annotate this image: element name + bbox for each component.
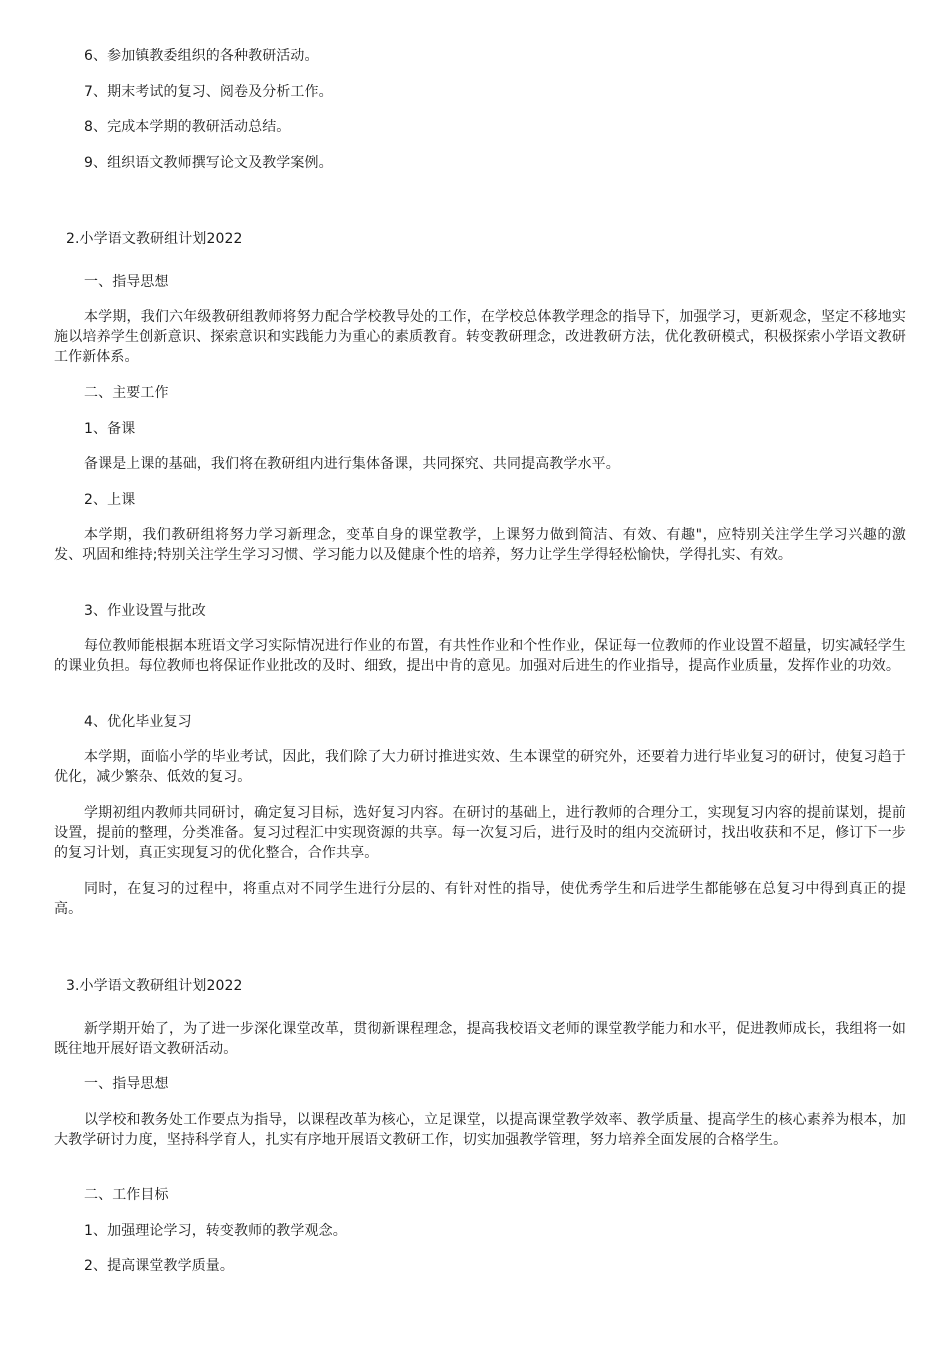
paragraph: 本学期，我们六年级教研组教师将努力配合学校教导处的工作，在学校总体教学理念的指导下，加强学习，更新观念，坚定不移地实施以培养学生创新意识、探索意识和实践能力为重心的素质教育。转变教研理念，改进教研方法，优化教研模式，积极探索小学语文教研工作新体系。	[54, 309, 906, 365]
paragraph: 每位教师能根据本班语文学习实际情况进行作业的布置，有共性作业和个性作业，保证每一位教师的作业设置不超量，切实减轻学生的课业负担。每位教师也将保证作业批改的及时、细致，提出中肯的意见。加强对后进生的作业指导，提高作业质量，发挥作业的功效。	[54, 638, 906, 674]
paragraph: 本学期，面临小学的毕业考试，因此，我们除了大力研讨推进实效、生本课堂的研究外，还要着力进行毕业复习的研讨，使复习趋于优化，减少繁杂、低效的复习。	[54, 749, 906, 785]
section-heading: 一、指导思想	[84, 274, 169, 290]
paragraph: 以学校和教务处工作要点为指导，以课程改革为核心，立足课堂，以提高课堂教学效率、教学质量、提高学生的核心素养为根本，加大教学研讨力度，坚持科学育人，扎实有序地开展语文教研工作，切实加强教学管理，努力培养全面发展的合格学生。	[54, 1112, 906, 1148]
list-item: 2、提高课堂教学质量。	[84, 1258, 235, 1274]
subsection-heading: 1、备课	[84, 421, 136, 437]
list-item: 1、加强理论学习，转变教师的教学观念。	[84, 1223, 347, 1239]
paragraph: 同时，在复习的过程中，将重点对不同学生进行分层的、有针对性的指导，使优秀学生和后进学生都能够在总复习中得到真正的提高。	[54, 881, 906, 917]
paragraph: 新学期开始了，为了进一步深化课堂改革，贯彻新课程理念，提高我校语文老师的课堂教学能力和水平，促进教师成长，我组将一如既往地开展好语文教研活动。	[54, 1021, 906, 1057]
paragraph: 本学期，我们教研组将努力学习新理念，变革自身的课堂教学，上课努力做到简洁、有效、有趣"，应特别关注学生学习兴趣的激发、巩固和维持;特别关注学生学习习惯、学习能力以及健康个性的培养，努力让学生学得轻松愉快，学得扎实、有效。	[54, 527, 906, 563]
section-heading: 一、指导思想	[84, 1076, 169, 1092]
list-item: 6、参加镇教委组织的各种教研活动。	[84, 48, 319, 64]
paragraph: 学期初组内教师共同研讨，确定复习目标，选好复习内容。在研讨的基础上，进行教师的合理分工，实现复习内容的提前谋划，提前设置，提前的整理，分类准备。复习过程汇中实现资源的共享。每一次复习后，进行及时的组内交流研讨，找出收获和不足，修订下一步的复习计划，真正实现复习的优化整合，合作共享。	[54, 805, 906, 861]
subsection-heading: 2、上课	[84, 492, 136, 508]
section-heading: 二、主要工作	[84, 385, 169, 401]
list-item: 9、组织语文教师撰写论文及教学案例。	[84, 155, 333, 171]
section-heading: 二、工作目标	[84, 1187, 169, 1203]
list-item: 7、期末考试的复习、阅卷及分析工作。	[84, 84, 333, 100]
list-item: 8、完成本学期的教研活动总结。	[84, 119, 291, 135]
section-title: 2.小学语文教研组计划2022	[66, 231, 243, 247]
subsection-heading: 3、作业设置与批改	[84, 603, 206, 619]
subsection-heading: 4、优化毕业复习	[84, 714, 192, 730]
section-title: 3.小学语文教研组计划2022	[66, 978, 243, 994]
paragraph: 备课是上课的基础，我们将在教研组内进行集体备课，共同探究、共同提高教学水平。	[84, 456, 620, 472]
